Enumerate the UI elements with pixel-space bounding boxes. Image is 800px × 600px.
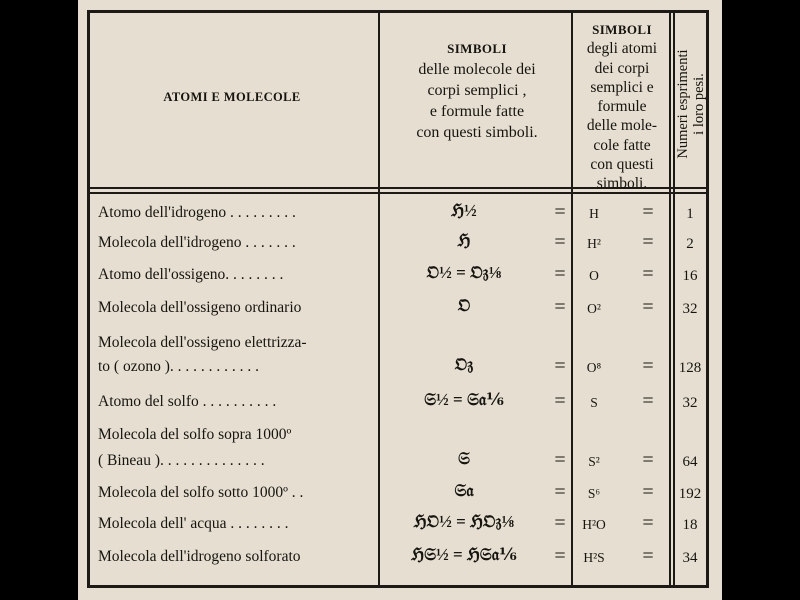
equals-sign: = (642, 201, 654, 223)
header-weights-text (675, 14, 709, 194)
equals-sign: = (554, 481, 566, 503)
header-line: degli atomi (586, 40, 658, 58)
atom-symbol: H² (587, 236, 601, 251)
column-divider (378, 12, 380, 586)
row-name: Molecola dell'ossigeno elettrizza- (98, 334, 307, 351)
equals-sign: = (642, 545, 654, 567)
weight-value: 32 (682, 395, 698, 411)
header-weights (676, 14, 708, 194)
equals-sign: = (642, 449, 654, 471)
atom-symbol: H²O (582, 517, 606, 532)
molecule-symbol: ℌ½ (451, 201, 477, 220)
row-name: Molecola dell' acqua . . . . . . . . (98, 515, 289, 532)
atom-symbol: S⁶ (587, 486, 601, 501)
header-title: SIMBOLI (592, 22, 652, 37)
molecule-symbol: ℌ𝔖½ = ℌ𝔖𝔞⅙ (411, 545, 517, 564)
row-name: Molecola dell'idrogeno solforato (98, 548, 301, 565)
equals-sign: = (554, 296, 566, 318)
atom-symbol: O (589, 268, 599, 283)
row-name: Atomo del solfo . . . . . . . . . . (98, 393, 277, 410)
weight-value: 2 (686, 236, 694, 252)
molecule-symbol: ℌ𝔒½ = ℌ𝔒𝔷⅛ (413, 512, 515, 531)
molecule-symbol: ℌ (457, 231, 471, 250)
atom-symbol: O⁸ (586, 360, 602, 375)
header-line: formule (597, 98, 647, 116)
header-line: i loro pesi. (691, 73, 707, 135)
molecule-symbol: 𝔒½ = 𝔒𝔷⅛ (426, 263, 502, 282)
equals-sign: = (642, 481, 654, 503)
row-name: Molecola del solfo sotto 1000º . . (98, 484, 304, 501)
header-line: cole fatte (593, 136, 651, 154)
molecule-symbol: 𝔖½ = 𝔖𝔞⅙ (424, 390, 504, 409)
equals-sign: = (642, 263, 654, 285)
equals-sign: = (554, 201, 566, 223)
equals-sign: = (554, 512, 566, 534)
atom-symbol: S (590, 395, 598, 410)
header-line: e formule fatte (429, 103, 525, 120)
row-name-continued: ( Bineau ). . . . . . . . . . . . . . (98, 452, 265, 469)
row-name: Molecola dell'ossigeno ordinario (98, 299, 302, 316)
weight-value: 128 (678, 360, 702, 376)
header-molecule-symbols (384, 38, 570, 143)
equals-sign: = (642, 390, 654, 412)
header-line: dei corpi (594, 59, 650, 77)
weight-value: 1 (686, 206, 694, 222)
row-name: Molecola del solfo sopra 1000º (98, 426, 292, 443)
atom-symbol: H (589, 206, 599, 221)
row-name: Molecola dell'idrogeno . . . . . . . (98, 234, 296, 251)
molecule-symbol: 𝔖𝔞 (454, 481, 474, 500)
row-name: Atomo dell'idrogeno . . . . . . . . . (98, 204, 296, 221)
equals-sign: = (554, 449, 566, 471)
header-line: simboli. (596, 175, 648, 193)
header-line: con questi (590, 156, 654, 174)
molecule-symbol: 𝔒𝔷 (454, 355, 474, 374)
row-name-continued: to ( ozono ). . . . . . . . . . . . (98, 358, 260, 375)
weight-value: 192 (678, 486, 702, 502)
equals-sign: = (642, 355, 654, 377)
weight-value: 34 (682, 550, 698, 566)
header-line: con questi simboli. (416, 124, 538, 141)
equals-sign: = (642, 231, 654, 253)
header-atom-symbols (574, 20, 670, 194)
weight-value: 16 (682, 268, 698, 284)
header-line: corpi semplici , (427, 82, 527, 99)
equals-sign: = (554, 390, 566, 412)
weight-value: 18 (682, 517, 698, 533)
equals-sign: = (554, 545, 566, 567)
molecule-symbol: 𝔒 (457, 296, 471, 315)
atom-symbol: O² (587, 301, 601, 316)
header-atoms-molecules: ATOMI E MOLECOLE (163, 90, 301, 104)
header-line: delle molecole dei (418, 61, 536, 78)
header-line: Numeri esprimenti (675, 49, 691, 159)
header-line: delle mole- (586, 117, 658, 135)
equals-sign: = (554, 263, 566, 285)
row-name: Atomo dell'ossigeno. . . . . . . . (98, 266, 284, 283)
atom-symbol: H²S (583, 550, 605, 565)
equals-sign: = (642, 296, 654, 318)
header-line: semplici e (590, 78, 654, 96)
weight-value: 64 (682, 454, 698, 470)
equals-sign: = (554, 355, 566, 377)
weight-value: 32 (682, 301, 698, 317)
equals-sign: = (642, 512, 654, 534)
header-title: SIMBOLI (447, 41, 507, 56)
equals-sign: = (554, 231, 566, 253)
atom-symbol: S² (588, 454, 600, 469)
molecule-symbol: 𝔖 (458, 449, 470, 468)
